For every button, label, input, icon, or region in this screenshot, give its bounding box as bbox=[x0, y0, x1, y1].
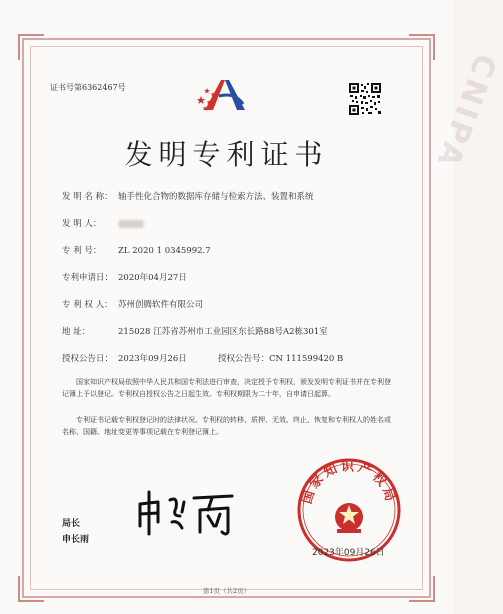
invention-name-value: 轴手性化合物的数据库存储与检索方法、装置和系统 bbox=[118, 192, 314, 202]
patent-number-label: 专 利 号： bbox=[62, 246, 102, 256]
grant-paragraph: 国家知识产权局依照中华人民共和国专利法进行审查，决定授予专利权，颁发发明专利证书并在专利登记簿上予以登记。专利权自授权公告之日起生效。专利权期限为二十年，自申请日起算。 bbox=[62, 378, 391, 398]
address-row bbox=[62, 325, 328, 337]
patentee-row bbox=[62, 298, 203, 310]
grant-number-label: 授权公告号： bbox=[218, 354, 270, 364]
qr-code-icon bbox=[348, 82, 382, 116]
patentee-label: 专 利 权 人： bbox=[62, 300, 113, 310]
border-corner-ornament bbox=[409, 34, 435, 60]
certificate-number: 证书号第6362467号 bbox=[50, 83, 126, 92]
signatory-name: 申长雨 bbox=[62, 535, 90, 545]
patentee-value: 苏州创腾软件有限公司 bbox=[118, 300, 204, 310]
seal-text: 国家知识产权局 bbox=[299, 459, 399, 506]
document-title: 发明专利证书 bbox=[124, 138, 329, 171]
grant-date-value: 2023年09月26日 bbox=[118, 354, 187, 364]
cnipa-watermark: CNIPA bbox=[428, 49, 503, 175]
inventor-row bbox=[62, 217, 144, 229]
inventor-redacted bbox=[118, 220, 144, 228]
seal-date: 2023年09月26日 bbox=[312, 548, 385, 558]
svg-text:国家知识产权局 bbox=[299, 458, 398, 506]
cnipa-logo-icon bbox=[195, 74, 259, 122]
filing-date-value: 2020年04月27日 bbox=[118, 273, 187, 283]
legal-status-paragraph: 专利证书记载专利权登记时的法律状况。专利权的转移、质押、无效、终止、恢复和专利权人的姓名或名称、国籍、地址变更等事项记载在专利登记簿上。 bbox=[62, 416, 391, 436]
grant-row bbox=[62, 352, 343, 364]
patent-number-row bbox=[62, 244, 211, 256]
address-label: 地 址： bbox=[62, 327, 91, 337]
handwritten-signature bbox=[132, 486, 242, 540]
invention-name-row bbox=[62, 190, 314, 202]
grant-number-value: CN 111599420 B bbox=[269, 354, 344, 364]
border-corner-ornament bbox=[18, 34, 44, 60]
page-number: 第1页（共2页） bbox=[202, 587, 251, 595]
patent-number-value: ZL 2020 1 0345992.7 bbox=[118, 246, 211, 256]
grant-date-label: 授权公告日： bbox=[62, 354, 114, 364]
signatory-title: 局长 bbox=[62, 519, 81, 529]
invention-name-label: 发 明 名 称： bbox=[62, 192, 113, 202]
filing-date-row bbox=[62, 271, 187, 283]
filing-date-label: 专利申请日： bbox=[62, 273, 114, 283]
inventor-label: 发 明 人： bbox=[62, 219, 102, 229]
address-value: 215028 江苏省苏州市工业园区东长路88号A2栋301室 bbox=[118, 327, 328, 337]
